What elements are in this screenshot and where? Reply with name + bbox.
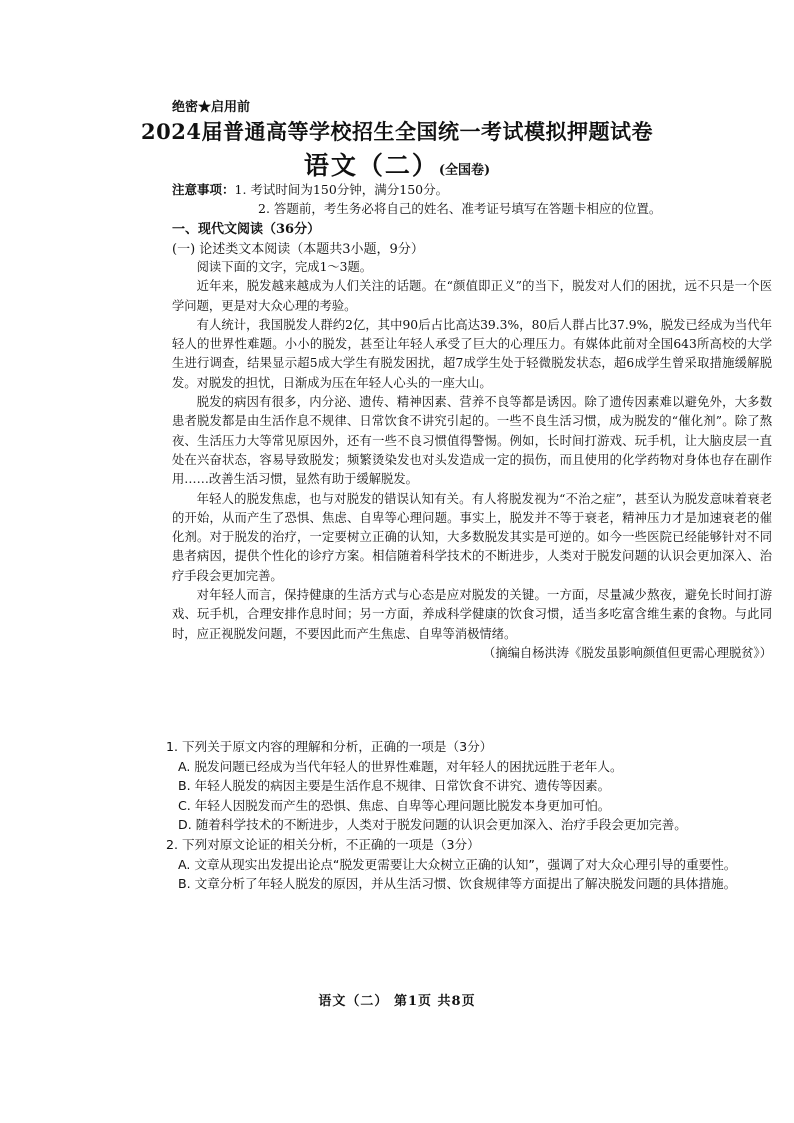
question-1-option-a: A. 脱发问题已经成为当代年轻人的世界性难题，对年轻人的困扰远胜于老年人。 [178, 758, 623, 774]
page-footer: 语文（二） 第1页 共8页 [318, 994, 476, 1009]
passage-paragraph-5: 对年轻人而言，保持健康的生活方式与心态是应对脱发的关键。一方面，尽量减少熬夜，避免长时间打游戏、玩手机，合理安排作息时间；另一方面，养成科学健康的饮食习惯，适当多吃富含维生素的食物。与此同时，应正视脱发问题，不要因此而产生焦虑、自卑等消极情绪。 [172, 588, 772, 641]
passage-intro: 阅读下面的文字，完成1～3题。 [196, 260, 373, 274]
passage-paragraph-2: 有人统计，我国脱发人群约2亿，其中90后占比高达39.3%，80后人群占比37.9%，脱发已经成为当代年轻人的世界性难题。小小的脱发，甚至让年轻人承受了巨大的心理压力。有媒体此前对全国643所高校的大学生进行调查，结果显示超5成大学生有脱发困扰，超7成学生处于轻微脱发状态，超6成学生曾采取措施缓解脱发。对脱发的担忧，日渐成为压在年轻人心头的一座大山。 [172, 317, 772, 390]
reading-passage [172, 258, 772, 663]
subject-title: 语文（二） [303, 151, 439, 180]
question-1-option-b: B. 年轻人脱发的病因主要是生活作息不规律、日常饮食不讲究、遗传等因素。 [178, 778, 611, 794]
question-2-option-b: B. 文章分析了年轻人脱发的原因，并从生活习惯、饮食规律等方面提出了解决脱发问题的具体措施。 [178, 876, 737, 892]
exam-title: 2024届普通高等学校招生全国统一考试模拟押题试卷 [141, 119, 653, 144]
question-list [166, 737, 774, 894]
question-1-option-c: C. 年轻人因脱发而产生的恐惧、焦虑、自卑等心理问题比脱发本身更加可怕。 [178, 797, 611, 813]
notes-label: 注意事项： [172, 182, 235, 197]
question-2 [166, 835, 774, 894]
passage-paragraph-4: 年轻人的脱发焦虑，也与对脱发的错误认知有关。有人将脱发视为“不治之症”，甚至认为脱发意味着衰老的开始，从而产生了恐惧、焦虑、自卑等心理问题。事实上，脱发并不等于衰老，精神压力才是加速衰老的催化剂。对于脱发的治疗，一定要树立正确的认知，大多数脱发其实是可逆的。如今一些医院已经能够针对不同患者病因，提供个性化的诊疗方案。相信随着科学技术的不断进步，人类对于脱发问题的认识会更加深入、治疗手段会更加完善。 [172, 491, 772, 583]
question-1 [166, 737, 774, 835]
question-1-stem: 1. 下列关于原文内容的理解和分析，正确的一项是（3分） [166, 739, 493, 754]
question-2-stem: 2. 下列对原文论证的相关分析，不正确的一项是（3分） [166, 836, 480, 852]
passage-paragraph-1: 近年来，脱发越来越成为人们关注的话题。在“颜值即正义”的当下，脱发对人们的困扰，远不只是一个医学问题，更是对大众心理的考验。 [172, 279, 772, 313]
question-2-option-a: A. 文章从现实出发提出论点“脱发更需要让大众树立正确的认知”，强调了对大众心理引导的重要性。 [178, 856, 737, 872]
exam-scope: (全国卷) [438, 163, 491, 178]
subsection-title: (一) 论述类文本阅读（本题共3小题，9分） [172, 242, 424, 257]
subject-heading [0, 146, 794, 182]
question-1-option-d: D. 随着科学技术的不断进步，人类对于脱发问题的认识会更加深入、治疗手段会更加完善。 [178, 817, 687, 833]
passage-paragraph-3: 脱发的病因有很多，内分泌、遗传、精神因素、营养不良等都是诱因。除了遗传因素难以避免外，大多数患者脱发都是由生活作息不规律、日常饮食不讲究引起的。一些不良生活习惯，成为脱发的“催化剂”。除了熬夜、生活压力大等常见原因外，还有一些不良习惯值得警惕。例如，长时间打游戏、玩手机，让大脑皮层一直处在兴奋状态，容易导致脱发；频繁烫染发也对头发造成一定的损伤，而且使用的化学药物对身体也存在副作用……改善生活习惯，显然有助于缓解脱发。 [172, 395, 772, 487]
note-item-2: 2. 答题前，考生务必将自己的姓名、准考证号填写在答题卡相应的位置。 [258, 201, 662, 216]
note-item-1: 1. 考试时间为150分钟，满分150分。 [234, 182, 449, 197]
exam-notes [172, 180, 772, 218]
note-line-1 [172, 180, 772, 199]
secret-label: 绝密★启用前 [172, 100, 251, 115]
passage-source: （摘编自杨洪涛《脱发虽影响颜值但更需心理脱贫》） [483, 645, 772, 660]
section-title: 一、现代文阅读（36分） [172, 222, 321, 237]
